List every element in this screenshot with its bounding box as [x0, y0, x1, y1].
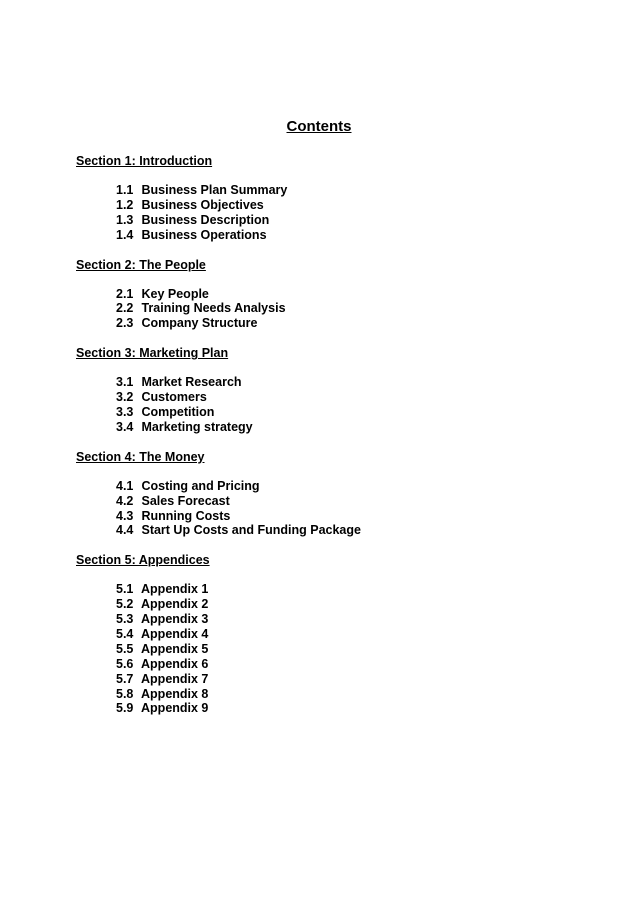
section-heading: Section 5: Appendices	[76, 553, 210, 568]
toc-section-5	[76, 552, 596, 716]
toc-item	[116, 627, 596, 642]
item-label: Competition	[141, 405, 215, 420]
toc-section-2	[76, 257, 596, 332]
item-label: Business Plan Summary	[141, 183, 288, 197]
item-number: 3.1	[116, 375, 134, 390]
toc-item	[116, 582, 596, 597]
item-number: 5.7	[116, 671, 134, 686]
item-label: Marketing strategy	[141, 419, 253, 434]
table-of-contents	[76, 153, 596, 716]
item-label: Appendix 5	[141, 641, 209, 656]
item-label: Appendix 8	[141, 686, 209, 701]
item-number: 4.3	[116, 508, 134, 523]
item-number: 1.1	[116, 183, 134, 197]
item-number: 4.1	[116, 478, 134, 493]
item-label: Running Costs	[141, 508, 231, 523]
item-label: Appendix 6	[141, 656, 209, 671]
item-label: Customers	[141, 390, 207, 405]
toc-item	[116, 420, 596, 435]
section-heading: Section 3: Marketing Plan	[76, 346, 229, 361]
toc-item	[116, 287, 596, 302]
item-number: 3.4	[116, 419, 134, 434]
item-label: Business Description	[141, 212, 270, 227]
toc-section-1	[76, 153, 596, 243]
item-number: 3.2	[116, 390, 134, 405]
toc-item	[116, 301, 596, 316]
toc-item	[116, 198, 596, 213]
item-number: 5.5	[116, 641, 134, 656]
toc-item	[116, 612, 596, 627]
item-number: 1.4	[116, 227, 134, 242]
page-title-text: Contents	[286, 118, 352, 135]
item-number: 1.3	[116, 212, 134, 227]
item-number: 2.2	[116, 301, 134, 316]
item-number: 5.9	[116, 701, 134, 716]
item-number: 3.3	[116, 405, 134, 420]
section-items	[116, 183, 596, 243]
toc-item	[116, 390, 596, 405]
toc-section-4	[76, 449, 596, 539]
toc-item	[116, 479, 596, 494]
item-number: 1.2	[116, 197, 134, 212]
item-number: 5.8	[116, 686, 134, 701]
item-label: Key People	[141, 286, 209, 301]
toc-item	[116, 228, 596, 243]
item-number: 2.3	[116, 316, 134, 331]
item-label: Training Needs Analysis	[141, 301, 286, 316]
section-heading: Section 2: The People	[76, 257, 206, 272]
item-number: 4.4	[116, 523, 134, 538]
item-number: 5.2	[116, 597, 134, 612]
section-heading: Section 4: The Money	[76, 449, 205, 464]
item-label: Business Operations	[141, 227, 267, 242]
toc-item	[116, 405, 596, 420]
item-number: 2.1	[116, 286, 134, 301]
item-number: 4.2	[116, 493, 134, 508]
toc-item	[116, 316, 596, 331]
section-items	[116, 479, 596, 539]
toc-item	[116, 657, 596, 672]
toc-item	[116, 213, 596, 228]
toc-item	[116, 375, 596, 390]
section-heading: Section 1: Introduction	[76, 154, 213, 168]
toc-item	[116, 183, 596, 198]
toc-item	[116, 509, 596, 524]
item-number: 5.3	[116, 612, 134, 627]
section-items	[116, 287, 596, 332]
toc-item	[116, 523, 596, 538]
item-label: Appendix 2	[141, 597, 209, 612]
item-number: 5.1	[116, 582, 134, 597]
item-label: Appendix 4	[141, 627, 209, 642]
item-label: Business Objectives	[141, 197, 264, 212]
toc-item	[116, 687, 596, 702]
toc-item	[116, 701, 596, 716]
page-title	[0, 118, 638, 135]
toc-section-3	[76, 345, 596, 435]
item-label: Appendix 7	[141, 671, 209, 686]
toc-item	[116, 642, 596, 657]
section-items	[116, 582, 596, 716]
section-items	[116, 375, 596, 435]
toc-item	[116, 494, 596, 509]
item-label: Company Structure	[141, 316, 258, 331]
item-number: 5.4	[116, 627, 134, 642]
item-label: Market Research	[141, 375, 242, 390]
toc-item	[116, 597, 596, 612]
toc-item	[116, 672, 596, 687]
item-label: Appendix 1	[141, 582, 209, 597]
item-label: Appendix 3	[141, 612, 209, 627]
item-label: Costing and Pricing	[141, 478, 260, 493]
item-label: Sales Forecast	[141, 493, 230, 508]
item-label: Start Up Costs and Funding Package	[141, 523, 361, 538]
item-label: Appendix 9	[141, 701, 209, 716]
item-number: 5.6	[116, 656, 134, 671]
